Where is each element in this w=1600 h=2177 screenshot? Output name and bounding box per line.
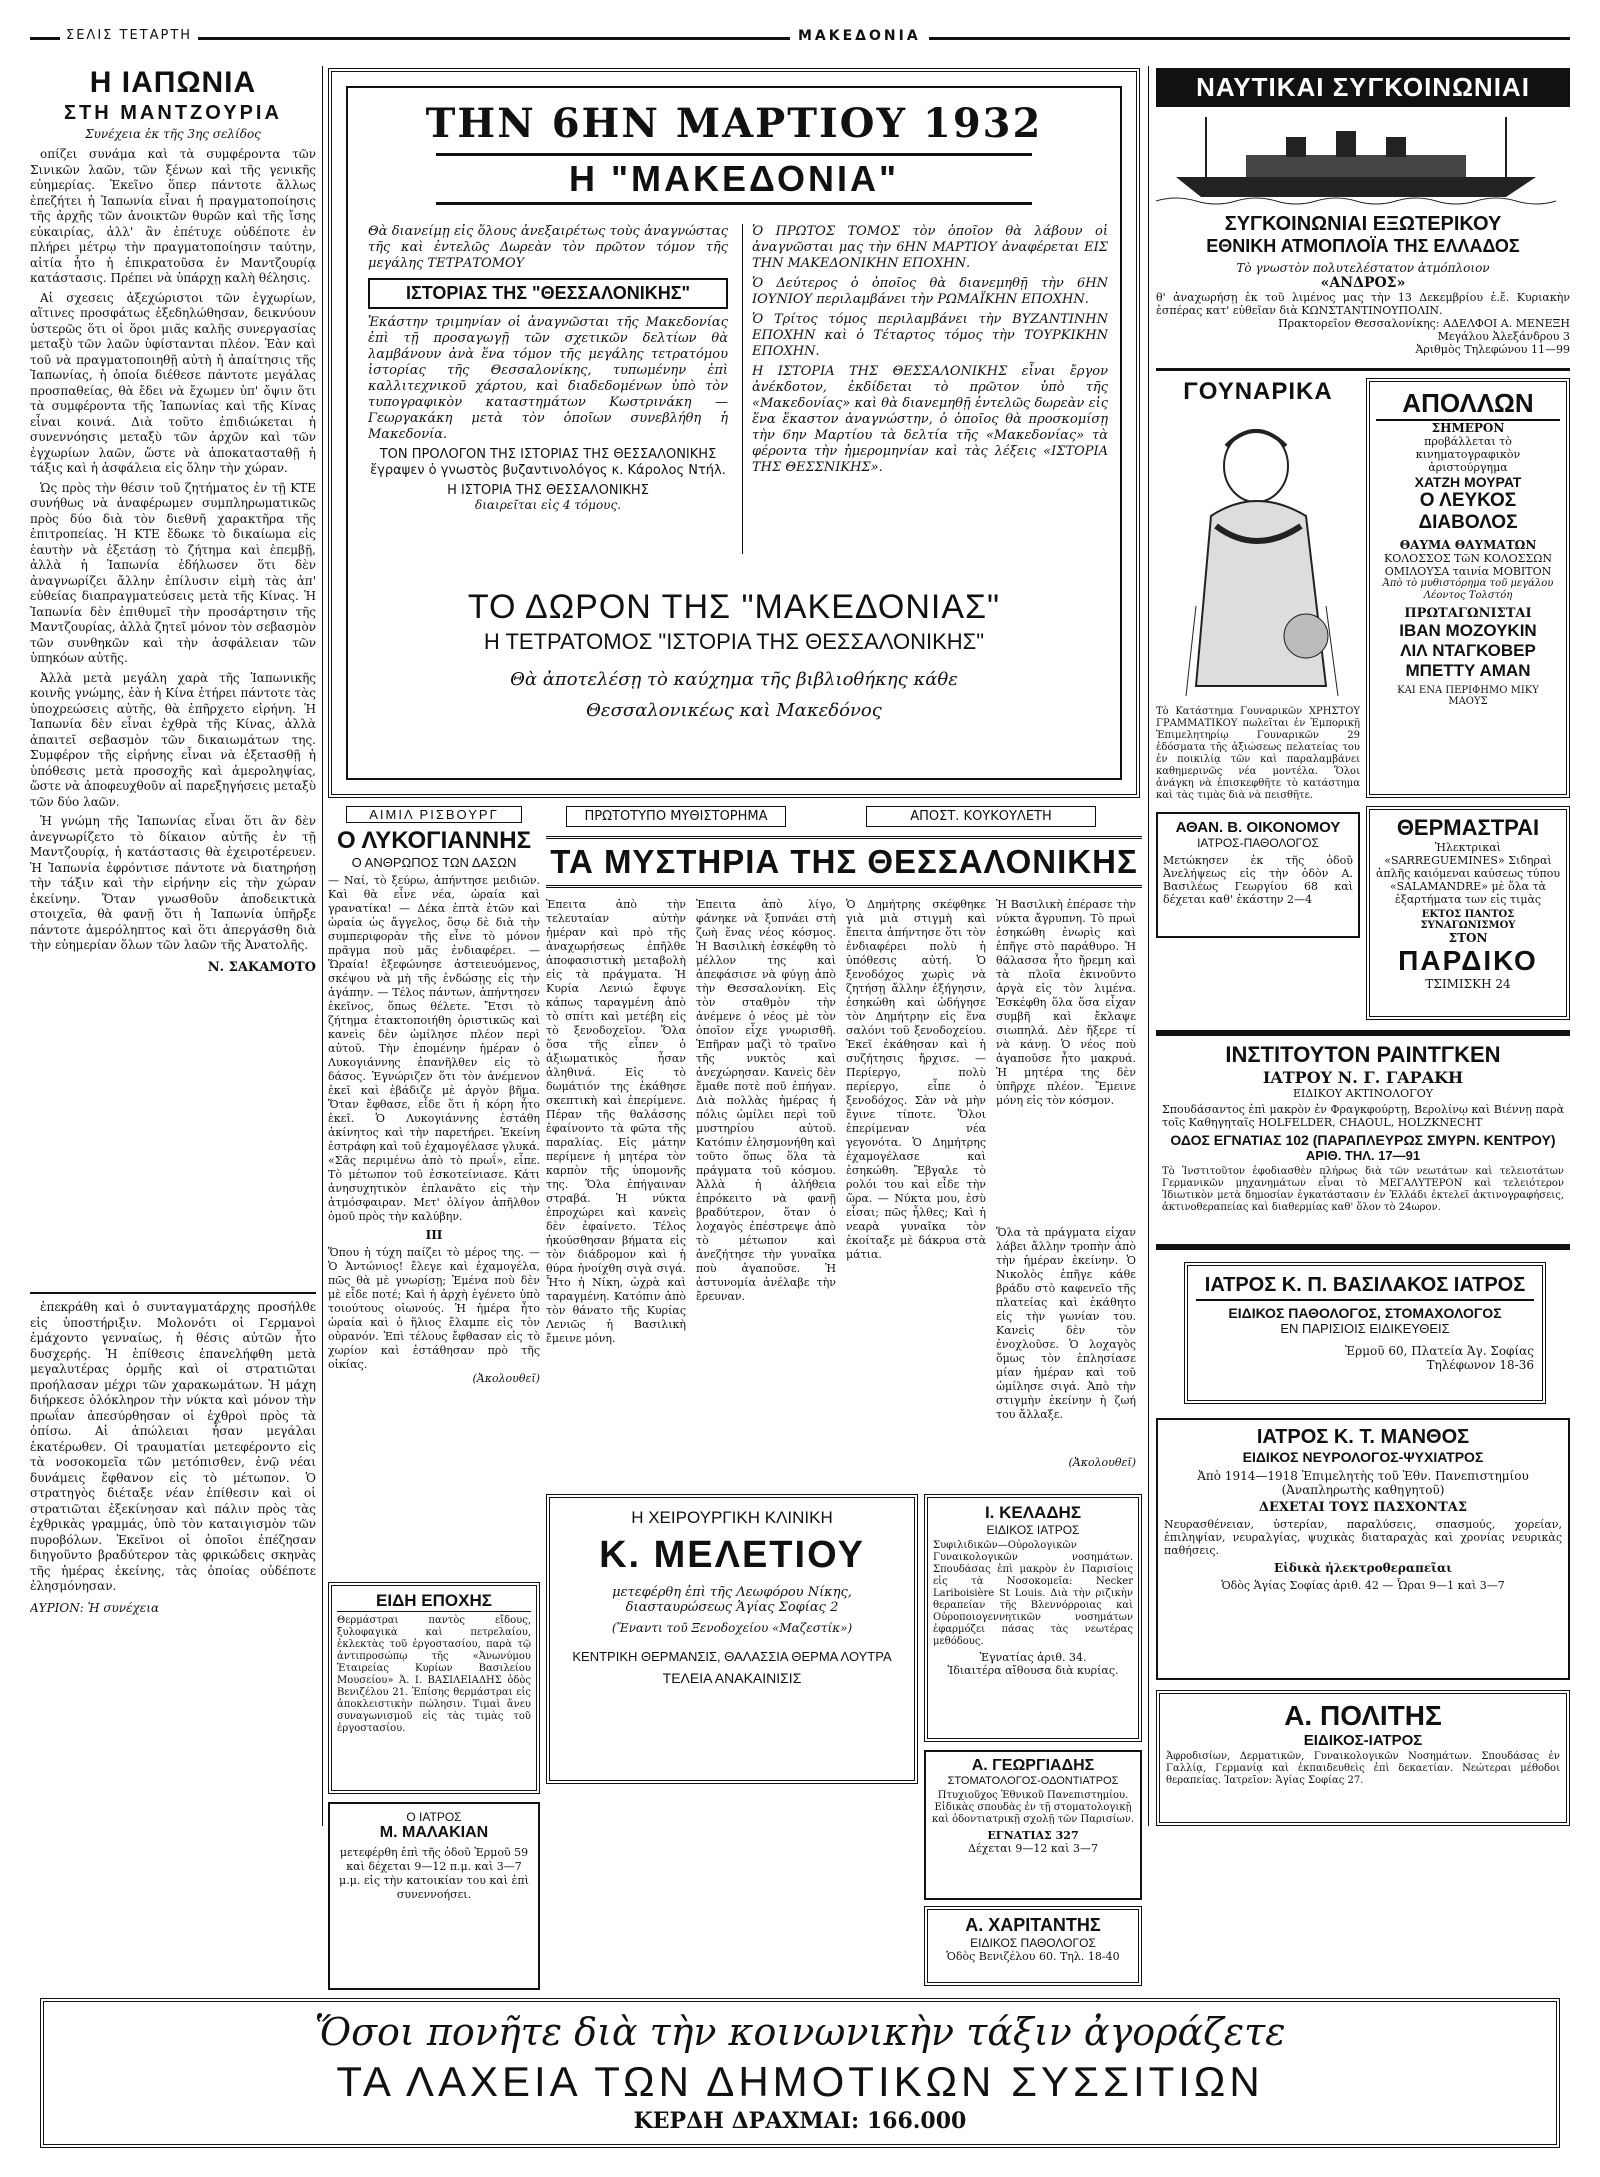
- masthead-left: ΣΕΛΙΣ ΤΕΤΑΡΤΗ: [60, 28, 198, 43]
- ad-malakian-text: μετεφέρθη ἐπὶ τῆς ὁδοῦ Ἐρμοῦ 59 καὶ δέχεται 9—12 π.μ. καὶ 3—7 μ.μ. εἰς τὴν κατοικίαν του καὶ ἐπὶ συνεννοήσει.: [339, 1846, 529, 1901]
- serial-body: ἐπεκράθη καὶ ὁ συνταγματάρχης προσήλθε εἰς ὑποστήριξιν. Μολονότι οἱ Γερμανοὶ ἐμάχοντο γενναίως, ἡ θέσις αὐτῶν ἦτο δυσχερής. Ἡ ἐπίθεσις ἐπανελήφθη μετὰ μεγαλυτέρας ὁρμῆς καὶ οἱ στρατιῶται προήλασαν μέχρι τῶν χαρακωμάτων. Ἡ μάχη διήρκεσε ὁλόκληρον τὴν νύκτα καὶ μόνον τὴν πρωΐαν ἀπεσύρθησαν οἱ ἐχθροὶ πρὸς τὰ ὀπίσω. Αἱ ἀπώλειαι ἦσαν μεγάλαι ἑκατέρωθεν. Οἱ τραυματίαι μετεφέροντο εἰς τὰ νοσοκομεῖα τῶν μετόπισθεν, ἐνῷ νέαι δυνάμεις ἔφθανον εἰς τὸ μέτωπον. Ὁ στρατηγὸς διέταξε νέαν ἐπίθεσιν καὶ οἱ στρατιῶται ἐξεκίνησαν καὶ πάλιν πρὸς τὰς ἐχθρικὰς γραμμάς, ὑπὸ τὸν καταιγισμὸν τῶν πυροβόλων. Ἐκεῖνοι οἱ ὁποῖοι ἐπέζησαν διηγοῦντο βραδύτερον τὰς φρικώδεις σκηνὰς τῆς ἡμέρας ἐκείνης, τὰς ὁποίας οὐδέποτε ἐλησμόνησαν.: [30, 1300, 316, 1593]
- ad-manthos: [1156, 1418, 1570, 1680]
- novel-section: ΙΙΙ: [425, 1228, 443, 1242]
- cinema-ad: [1366, 378, 1570, 798]
- ad-stoves-text: Ἡλεκτρικαὶ «SARREGUEMINES» Σιδηραὶ ἁπλῆς καιόμεναι καύσεως τύπου «SALAMANDRE» μὲ ὅλα τὰ ἐξαρτήματα των εἰς τιμὰς: [1375, 841, 1561, 906]
- ad-manthos-address: Ὁδὸς Ἁγίας Σοφίας ἀριθ. 42 — Ὧραι 9—1 καὶ 3—7: [1221, 1579, 1505, 1592]
- novel-main-title: ΤΑ ΜΥΣΤΗΡΙΑ ΤΗΣ ΘΕΣΣΑΛΟΝΙΚΗΣ: [546, 836, 1142, 888]
- ad-manthos-career: Ἀπὸ 1914—1918 Ἐπιμελητὴς τοῦ Ἐθν. Πανεπιστημίου (Ἀναπληρωτὴς καθηγητοῦ): [1197, 1469, 1529, 1497]
- novel-follow: (Ἀκολουθεῖ): [1068, 1456, 1136, 1469]
- ad-clinic-renovation: ΤΕΛΕΙΑ ΑΝΑΚΑΙΝΙΣΙΣ: [662, 1670, 802, 1686]
- ad-politis-name: Α. ΠΟΛΙΤΗΣ: [1284, 1700, 1442, 1731]
- masthead-center: ΜΑΚΕΔΟΝΙΑ: [790, 28, 929, 44]
- ad-georgiadis-title: ΣΤΟΜΑΤΟΛΟΓΟΣ-ΟΔΟΝΤΙΑΤΡΟΣ: [947, 1775, 1119, 1787]
- ad-vasilakos-phone: Τηλέφωνον 18-36: [1426, 1358, 1534, 1372]
- ad-stoves-line: ΣΤΟΝ: [1448, 931, 1488, 945]
- ad-charitantis-title: ΕΙΔΙΚΟΣ ΠΑΘΟΛΟΓΟΣ: [970, 1936, 1096, 1950]
- shipping-address: Μεγάλου Ἀλεξάνδρου 3: [1437, 330, 1570, 343]
- ad-clinic-title: Η ΧΕΙΡΟΥΡΓΙΚΗ ΚΛΙΝΙΚΗ: [631, 1508, 833, 1527]
- ad-vasilakos: [1184, 1262, 1546, 1404]
- promo-gift-line: Θὰ ἀποτελέσῃ τὸ καύχημα τῆς βιβλιοθήκης κάθε: [510, 669, 958, 690]
- shipping-phone: Ἀριθμὸς Τηλεφώνου 11—99: [1415, 343, 1570, 356]
- ad-oikonomou-name: ΑΘΑΝ. Β. ΟΙΚΟΝΟΜΟΥ: [1175, 819, 1341, 836]
- ad-xray-text2: Τὸ Ἰνστιτοῦτον ἐφοδιασθὲν πλήρως διὰ τῶν νεωτάτων καὶ τελειοτάτων Γερμανικῶν μηχανημάτων εἶναι τὸ ΜΕΓΑΛΥΤΕΡΟΝ καὶ τελειότερον Ἰδιωτικὸν μετὰ δημοσίαν ἐγκατάστασιν ἐν Ἑλλάδι ἐκτελεῖ ἀκτινογραφήσεις, ἀκτινοθεραπείας καὶ διαθερμίας καθ' ὅλον τὸ 24ωρον.: [1162, 1166, 1564, 1213]
- cinema-line: Ἀπὸ τὸ μυθιστόρημα τοῦ μεγάλου Λέοντος Τολστόη: [1382, 578, 1554, 601]
- japan-continuation: Συνέχεια ἐκ τῆς 3ης σελίδος: [85, 127, 261, 141]
- shipping-company: ΕΘΝΙΚΗ ΑΤΜΟΠΛΟΪΑ ΤΗΣ ΕΛΛΑΔΟΣ: [1206, 236, 1520, 256]
- cinema-actor: ΛΙΛ ΝΤΑΓΚΟΒΕΡ: [1400, 641, 1536, 660]
- ad-seasonal-title: ΕΙΔΗ ΕΠΟΧΗΣ: [337, 1591, 531, 1612]
- novel-col-5: Ὅλα τὰ πράγματα εἶχαν λάβει ἄλλην τροπὴν ἀπὸ τὴν ἡμέραν ἐκείνην. Ὁ Νικολὸς ἐπῆγε κάθε βράδυ στὸ καφενεῖο τῆς πλατείας καὶ ἐκάθητο εἰς τὴν γωνίαν του. Κανεὶς δὲν τὸν ἐνοχλοῦσε. Ὁ λοχαγὸς ὅμως τὸν ἐπλησίασε μίαν ἡμέραν καὶ τοῦ ὡμίλησε σιγά. Ἀπὸ τὴν στιγμὴν ἐκείνην ἡ ζωή του ἄλλαξε.: [996, 1226, 1136, 1421]
- ad-stoves-title: ΘΕΡΜΑΣΤΡΑΙ: [1396, 815, 1540, 840]
- japan-paragraph: Ὡς πρὸς τὴν θέσιν τοῦ ζητήματος ἐν τῇ ΚΤΕ συνήθως νὰ ἀναφέρωμεν συμπληρωματικῶς πρὸς δύο διὰ τὸν διεθνῆ χαρακτῆρα τῆς ἐπιτροπείας. Ἡ ΚΤΕ ἔδωκε τὸ δικαίωμα εἰς ἑαυτὴν νὰ ἐξετάσῃ τὸ ζήτημα καὶ ἐπεμβῇ, ἀλλὰ ἡ Ἰαπωνία ἐδήλωσεν ὅτι δὲν ἀναγνωρίζει ἄλλην ἐπίλυσιν εἰμὴ τὰς ἀπ' εὐθείας διαπραγματεύσεις μετὰ τῆς Κίνας. Ἡ Ἰαπωνία δὲν ἐπιθυμεῖ τὴν προσάρτησιν τῆς Μαντζουρίας, ἀλλὰ ζητεῖ μόνον τὸν σεβασμὸν τῶν συνθηκῶν καὶ τὴν ἀσφάλειαν τῶν ὑπηκόων αὐτῆς.: [30, 480, 316, 665]
- lottery-line3: ΚΕΡΔΗ ΔΡΑΧΜΑΙ: 166.000: [633, 2108, 967, 2134]
- lottery-line2: ΤΑ ΛΑΧΕΙΑ ΤΩΝ ΔΗΜΟΤΙΚΩΝ ΣΥΣΣΙΤΙΩΝ: [336, 2058, 1264, 2105]
- ad-manthos-text: Νευρασθένειαν, ὑστερίαν, παραλύσεις, σπασμούς, χορείαν, ἐπιληψίαν, νευραλγίας, ψυχικὰς διαταραχὰς καὶ χρονίας νευρικὰς παθήσεις.: [1164, 1518, 1562, 1557]
- furs-text: Τὸ Κατάστημα Γουναρικῶν ΧΡΗΣΤΟΥ ΓΡΑΜΜΑΤΙΚΟΥ πωλεῖται ἐν Ἐμπορικῇ Ἐπιμελητηρίῳ Γουναρικῶν 29 ἐδόσματα τῆς ἀξιώσεως πελατείας του ἐν ποικιλίᾳ τῶν καὶ παραλαμβάνει καθημερινῶς νέα μοντέλα. Ὅλοι ἀνάγκη νὰ ἐπισκεφθῆτε τὸ κατάστημα καὶ τὰς τιμὰς διὰ νὰ πεισθῆτε.: [1156, 706, 1360, 801]
- ad-charitantis: [924, 1906, 1142, 1986]
- ad-manthos-therapy: Εἰδικὰ ἠλεκτροθεραπεῖαι: [1273, 1561, 1453, 1575]
- cinema-line: προβάλλεται τὸ κινηματογραφικὸν ἀριστούργημα: [1415, 435, 1521, 474]
- novel-col-4: Ἡ Βασιλικὴ ἐπέρασε τὴν νύκτα ἄγρυπνη. Τὸ πρωὶ ἐσηκώθη ἐνωρὶς καὶ ἐπῆγε στὸ παράθυρο. Ἡ θάλασσα ἦτο ἤρεμη καὶ τὰ πλοῖα ἐκινοῦντο ἀργὰ εἰς τὸν λιμένα. Ἐσκέφθη ὅλα ὅσα εἶχαν συμβῆ καὶ ἔκλαψε σιωπηλά. Δὲν ἤξερε τί νὰ κάνῃ. Ὁ νέος ποὺ ἀγαποῦσε ἦτο μακρυά. Ἡ μητέρα της δὲν ὑπῆρχε πλέον. Ἔμεινε μόνη εἰς τὸν κόσμον.: [996, 898, 1136, 1107]
- promo-gift: ΤΟ ΔΩΡΟΝ ΤΗΣ "ΜΑΚΕΔΟΝΙΑΣ": [467, 588, 1001, 626]
- ad-oikonomou-text: Μετώκησεν ἐκ τῆς ὁδοῦ Ἀνελήψεως εἰς τὴν ὁδὸν Α. Βασιλέως Γεωργίου 68 καὶ δέχεται καθ' ἑκάστην 2—4: [1163, 854, 1353, 906]
- ad-georgiadis: [924, 1750, 1142, 1900]
- japan-subtitle: ΣΤΗ ΜΑΝΤΖΟΥΡΙΑ: [64, 102, 282, 124]
- ad-manthos-name: ΙΑΤΡΟΣ Κ. Τ. ΜΑΝΘΟΣ: [1256, 1426, 1470, 1448]
- ad-xray-text: Σπουδάσαντος ἐπὶ μακρὸν ἐν Φραγκφούρτῃ, Βερολίνῳ καὶ Βιέννῃ παρὰ τοῖς Καθηγηταῖς HOLFELDER, CHAOUL, HOLZKNECHT: [1162, 1103, 1564, 1129]
- promo-body: Ἑκάστην τριμηνίαν οἱ ἀναγνῶσται τῆς Μακεδονίας ἐπὶ τῇ προσαγωγῇ τῶν σχετικῶν δελτίων θὰ λαμβάνουν ἀνὰ ἕνα τόμον τῆς μεγάλης τετρατόμου ἱστορίας τῆς Θεσσαλονίκης, τυπωμένην ἐπὶ καλλιτεχνικοῦ χάρτου, καὶ διαδεδομένων ὑπὸ τὸν τυπογραφικὸν καταστημάτων Κωστρινάκη — Γεωργακάκη μετὰ τὸν ὁποῖων συνεβλήθη ἡ Μακεδονία.: [368, 315, 728, 442]
- ad-georgiadis-name: Α. ΓΕΩΡΓΙΑΔΗΣ: [971, 1757, 1095, 1774]
- ad-georgiadis-address: ΕΓΝΑΤΙΑΣ 327: [987, 1829, 1079, 1842]
- ad-keladis-text: Συφιλιδικῶν—Οὐρολογικῶν Γυναικολογικῶν νοσημάτων. Σπουδάσας ἐπὶ μακρὸν ἐν Παρισίοις εἰς τὰ Νοσοκομεῖα: Necker Lariboisière St Louis. Διὰ τὴν ριζικὴν θεραπείαν τῆς Βλεννόρροιας καὶ Οὐροποιογεννητικῶν νοσημάτων ἐφαρμόζει πάσας τὰς νεωτέρας μεθόδους.: [933, 1540, 1133, 1647]
- promo-history-title: ΙΣΤΟΡΙΑΣ ΤΗΣ "ΘΕΣΣΑΛΟΝΙΚΗΣ": [368, 278, 728, 309]
- novel-col-3: Ὁ Δημήτρης σκέφθηκε γιὰ μιὰ στιγμὴ καὶ ἔπειτα ἀπήντησε ὅτι τὸν ἐνδιαφέρει πολὺ ἡ ὑπόθεσις αὐτή. Ὁ ξενοδόχος χωρὶς νὰ ζητήσῃ ἄλλην ἐξήγησιν, ἐσηκώθη καὶ ὡδήγησε τὸν Δημήτρην εἰς ἕνα σαλόνι τοῦ ξενοδοχείου. Ἐκεῖ ἐκάθησαν καὶ ἡ συζήτησις ἤρχισε. — Περίεργο, πολὺ περίεργο, εἶπε ὁ ξενοδόχος. Σὰν νὰ μὴν ἔγινε τίποτε. Ὅλοι ἐπερίμεναν νέα γεγονότα. Ὁ Δημήτρης ἐχαμογέλασε καὶ ἐσηκώθη. Ἔβγαλε τὸ ρολόι του καὶ εἶδε τὴν ὥρα. — Νύκτα μου, ἐσὺ εἶσαι; πῶς ἦλθες; Καὶ ἡ νεαρὰ γυναῖκα τὸν ἐκοίταξε μὲ δάκρυα στὰ μάτια.: [846, 898, 986, 1261]
- novel-body: — Ναί, τὸ ξεύρω, ἀπήντησε μειδιῶν. Καὶ θὰ εἶνε νέα, ὡραία καὶ γρανατίκα! — Δέκα ἑπτὰ ἐτῶν καὶ ὡραία ὡς ἄγγελος, ὅσῳ δὲ διὰ τὴν συμπεριφορὰν τῆς εἶνε τὸ μόνον πρᾶγμα ποὺ μᾶς ἐνδιαφέρει. — Ὥραία! ἐξεφώνησε ἀστειευόμενος, σκέψου νὰ μὴ τῆς ἐνδώσῃς εἰς τὴν ἀγάπην. — Τέλος πάντων, ἀπήντησεν ἐκεῖνος, ὅπως θέλετε. Ἔτσι τὸ ζήτημα ἐτακτοποιήθη ὁριστικῶς καὶ κανεὶς δὲν ὡμίλησε πλέον περὶ αὐτοῦ. Τὴν ἐπομένην ἡμέραν ὁ Λυκογιάννης ἐπανῆλθεν εἰς τὸ δάσος. Ἐγνώριζεν ὅτι τὸν ἀνέμενον ἐκεῖ καὶ ἐβάδιζε μὲ ἀργὸν βῆμα. Ὅταν ἔφθασε, εἶδε ὅτι ἡ κόρη ἦτο ἐκεῖ. Ὁ Λυκογιάννης ἐστάθη ἀκίνητος καὶ τὴν παρετήρει. Ἐκείνη ἐστράφη καὶ τοῦ ἐχαμογέλασε γλυκά. «Σᾶς περιμένω ἀπὸ τὸ πρωΐ», εἶπε. Τὸ μέτωπον τοῦ ἐσκοτείνιασε. Κάτι ἀνησυχητικὸν ἐπλανᾶτο εἰς τὴν ἀτμόσφαιραν. Μετ' ὀλίγον ἀπῆλθον ὁμοῦ πρὸς τὴν καλύβην.: [328, 874, 540, 1223]
- novel-title: Ο ΛΥΚΟΓΙΑΝΝΗΣ: [336, 827, 531, 854]
- ad-xray-phone: ΑΡΙΘ. ΤΗΛ. 17—91: [1305, 1148, 1421, 1163]
- japan-title: Η ΙΑΠΩΝΙΑ: [89, 66, 257, 99]
- ship-icon: [1156, 107, 1570, 207]
- ad-keladis-tail: Ἰδιαιτέρα αἴθουσα διὰ κυρίας.: [947, 1664, 1119, 1677]
- promo-signature-note: διαιρεῖται εἰς 4 τόμους.: [474, 498, 622, 512]
- ad-xray: [1156, 1030, 1570, 1250]
- promo-date: ΤΗΝ 6ΗΝ ΜΑΡΤΙΟΥ 1932: [425, 100, 1043, 147]
- novel-col-2: Ἐπειτα ἀπὸ λίγο, φάνηκε νὰ ξυπνάει στὴ ζωὴ ἕνας νέος κόσμος. Ἡ Βασιλικὴ ἐσκέφθη τὸ μέλλον της καὶ ἀπεφάσισε νὰ φύγῃ ἀπὸ τὴν Θεσσαλονίκη. Εἰς τὸν σταθμὸν τὴν ἀνέμενε ὁ νέος μὲ τὸν ὁποῖον εἶχε γνωρισθῆ. Ἐπῆραν μαζὶ τὸ τραῖνο τῆς νυκτὸς καὶ ἀνεχώρησαν. Κανεὶς δὲν ἔμαθε ποτὲ ποῦ ἐπήγαν. Διὰ πολλὰς ἡμέρας ἡ πόλις ὡμίλει περὶ τοῦ μυστηρίου αὐτοῦ. Κατόπιν ἐλησμονήθη καὶ τοῦτο ὅπως ὅλα τὰ πράγματα τοῦ κόσμου. Ἀλλὰ ἡ ἀλήθεια ἐπρόκειτο νὰ φανῇ βραδύτερον, ὅταν ὁ λοχαγὸς ἐπέστρεψε ἀπὸ τὸ μέτωπον καὶ ἀνεζήτησε τὴν γυναῖκα ποὺ ἀγαποῦσε. Ἡ ἀστυνομία ἀνέλαβε τὴν ἔρευναν.: [696, 898, 836, 1303]
- ad-georgiadis-hours: Δέχεται 9—12 καὶ 3—7: [968, 1842, 1098, 1855]
- cinema-line: ΘΑΥΜΑ ΘΑΥΜΑΤΩΝ: [1399, 538, 1537, 552]
- woman-fur-illustration-icon: [1156, 406, 1360, 706]
- japan-signature: Ν. ΣΑΚΑΜΟΤΟ: [207, 959, 316, 975]
- japan-paragraph: οπίζει συνάμα καὶ τὰ συμφέροντα τῶν Σινικῶν λαῶν, τῶν ξένων καὶ τῆς γενικῆς εὐημερίας. Ἐκεῖνο ὅπερ πάντοτε ἄλλως ἐπεζήτει ἡ Ἰαπωνία εἶναι ἡ πραγματοποίησις τῆς ἀρχῆς τῶν ἀνοικτῶν θυρῶν καὶ τῆς ἴσης εὐκαιρίας, ἀλλ' ἂν ἐπέτυχε οὐδέποτε ἐν πλήρει μέτρῳ τὴν πραγματοποίησιν ταύτην, αἰτία ἦτο ἡ ἐπικρατοῦσα ἐν Μαντζουρίᾳ κατάστασις. Πρέπει νὰ ὑπάρχῃ καλὴ θέλησις.: [30, 147, 316, 285]
- promo-intro: Θὰ διανείμῃ εἰς ὅλους ἀνεξαιρέτως τοὺς ἀναγνώστας τῆς καὶ ἐντελῶς Δωρεὰν τὸν πρῶτον τόμον τῆς μεγάλης ΤΕΤΡΑΤΟΜΟΥ: [368, 224, 728, 271]
- cinema-title: ΑΠΟΛΛΩΝ: [1376, 388, 1560, 421]
- cinema-line: ΟΜΙΛΟΥΣΑ ταινία ΜΟΒΙΤΟΝ: [1384, 565, 1552, 578]
- ad-seasonal-goods: [328, 1582, 540, 1794]
- shipping-ad: [1156, 68, 1570, 364]
- cinema-line: ΚΑΙ ΕΝΑ ΠΕΡΙΦΗΜΟ ΜΙΚΥ ΜΑΟΥΣ: [1397, 685, 1539, 707]
- ad-stoves-address: ΤΣΙΜΙΣΚΗ 24: [1425, 977, 1511, 991]
- promo-volume-3: Ὁ Τρίτος τόμος περιλαμβάνει τὴν ΒΥΖΑΝΤΙΝΗΝ ΕΠΟΧΗΝ καὶ ὁ Τέταρτος τόμος τὴν ΤΟΥΡΚΙΚΗΝ ΕΠΟΧΗΝ.: [752, 312, 1108, 359]
- ad-politis-title: ΕΙΔΙΚΟΣ-ΙΑΤΡΟΣ: [1303, 1732, 1423, 1749]
- ad-malakian-name: Μ. ΜΑΛΑΚΙΑΝ: [379, 1824, 489, 1841]
- promo-volume-2: Ὁ Δεύτερος ὁ ὁποῖος θὰ διανεμηθῇ τὴν 6ΗΝ ΙΟΥΝΙΟΥ περιλαμβάνει τὴν ΡΩΜΑΪΚΗΝ ΕΠΟΧΗΝ.: [752, 276, 1108, 307]
- promo-gift-line2: Θεσσαλονικέως καὶ Μακεδόνος: [586, 700, 882, 721]
- ad-politis: [1156, 1690, 1570, 1826]
- cinema-line: ΧΑΤΖΗ ΜΟΥΡΑΤ: [1414, 474, 1522, 490]
- ad-clinic-name: Κ. ΜΕΛΕΤΙΟΥ: [599, 1534, 865, 1576]
- novel-lykogiannis: [328, 806, 540, 1576]
- furs-ad: [1156, 378, 1360, 806]
- ad-keladis: [924, 1494, 1142, 1742]
- ad-vasilakos-name: ΙΑΤΡΟΣ Κ. Π. ΒΑΣΙΛΑΚΟΣ ΙΑΤΡΟΣ: [1196, 1274, 1534, 1301]
- ad-keladis-name: Ι. ΚΕΛΑΔΗΣ: [984, 1503, 1082, 1522]
- novel-author: ΑΙΜΙΛ ΡΙΣΒΟΥΡΓ: [346, 806, 522, 823]
- promo-volume-1: Ὁ ΠΡΩΤΟΣ ΤΟΜΟΣ τὸν ὁποῖον θὰ λάβουν οἱ ἀναγνῶσται μας τὴν 6ΗΝ ΜΑΡΤΙΟΥ ἀναφέρεται ΕΙΣ ΤΗΝ ΜΑΚΕΔΟΝΙΚΗΝ ΕΠΟΧΗΝ.: [752, 224, 1108, 271]
- shipping-banner: ΝΑΥΤΙΚΑΙ ΣΥΓΚΟΙΝΩΝΙΑΙ: [1156, 68, 1570, 107]
- serial-next: ΑΥΡΙΟΝ: Ἡ συνέχεια: [30, 1600, 160, 1615]
- shipping-desc: θ' ἀναχωρήσῃ ἐκ τοῦ λιμένος μας τὴν 13 Δεκεμβρίου ἐ.ἔ. Κυριακὴν ἑσπέρας κατ' εὐθεῖαν διὰ ΚΩΝΣΤΑΝΤΙΝΟΥΠΟΛΙΝ.: [1156, 291, 1570, 317]
- novel-label-left: ΠΡΩΤΟΤΥΠΟ ΜΥΘΙΣΤΟΡΗΜΑ: [566, 806, 786, 827]
- ad-clinic-meletiou: [546, 1494, 918, 1784]
- novel-col-1: Ἐπειτα ἀπὸ τὴν τελευταίαν αὐτὴν ἡμέραν καὶ πρὸ τῆς ἀναχωρήσεως ἐπῆλθε ἀποφασιστικὴ μεταβολὴ εἰς τὰ πράγματα. Ἡ Κυρία Λενιώ ἔφυγε κάπως ταραγμένη ἀπὸ τὸ σπίτι καὶ μετέβη εἰς τὸ ξενοδοχεῖον. Ὅλα ὅσα τῆς εἶπεν ὁ ἀξιωματικὸς ἦσαν ἀληθινά. Εἰς τὸ δωμάτιόν της ἐκάθησε σκεπτικὴ καὶ ἐπερίμενε. Πέραν τῆς θαλάσσης ἐφαίνοντο τὰ φῶτα τῆς παραλίας. Εἰς μάτην περίμενε ἡ μητέρα τὸν καρπὸν τῆς ὑπομονῆς της. Ὅλα ἐπήγαιναν στραβά. Ἡ νύκτα ἐπροχώρει καὶ κανεὶς δὲν ἐφαίνετο. Τέλος ἠκούσθησαν βήματα εἰς τὸν διάδρομον καὶ ἡ θύρα ἠνοίχθη σιγὰ σιγά. Ἦτο ἡ Νίκη, ὠχρὰ καὶ ταραγμένη. Κατόπιν ἀπὸ τὸν θάνατο τῆς Κυρίας Λενιῶς ἡ Βασιλικὴ ἔμεινε μόνη.: [546, 898, 686, 1345]
- ad-charitantis-name: Α. ΧΑΡΙΤΑΝΤΗΣ: [965, 1915, 1101, 1935]
- ad-vasilakos-note: ΕΝ ΠΑΡΙΣΙΟΙΣ ΕΙΔΙΚΕΥΘΕΙΣ: [1280, 1321, 1450, 1336]
- ad-clinic-address: μετεφέρθη ἐπὶ τῆς Λεωφόρου Νίκης, διασταυρώσεως Ἁγίας Σοφίας 2: [612, 1585, 852, 1615]
- ad-xray-title: ΙΝΣΤΙΤΟΥΤΟΝ ΡΑΙΝΤΓΚΕΝ: [1225, 1042, 1501, 1067]
- ad-oikonomou: [1156, 812, 1360, 938]
- history-promo: [328, 68, 1140, 798]
- shipping-ship: «ΑΝΔΡΟΣ»: [1320, 275, 1406, 291]
- ad-xray-specialty: ΕΙΔΙΚΟΥ ΑΚΤΙΝΟΛΟΓΟΥ: [1292, 1087, 1434, 1100]
- novel-body: Ὅπου ἡ τύχη παίζει τὸ μέρος της. — Ὁ Ἀντώνιος! ἔλεγε καὶ ἐχαμογέλα, πῶς θὰ μὲ γνωρίσῃ; Ἐμένα ποὺ δὲν μὲ εἶδε ποτέ; Καὶ ἡ ἀρχὴ ἐγένετο ὑπὸ τοιούτους οἰωνούς. Ἡ ἡμέρα ἦτο ὡραία καὶ ὁ ἥλιος ἔλαμπε εἰς τὸν οὐρανόν. Ἐπὶ τέλους ἔφθασαν εἰς τὸ χωρίον καὶ ἐστάθησαν πρὸ τῆς οἰκίας.: [328, 1246, 540, 1371]
- serial-continuation: [30, 1300, 316, 1820]
- cinema-actor: ΙΒΑΝ ΜΟΖΟΥΚΙΝ: [1399, 621, 1537, 640]
- shipping-intro: Τὸ γνωστὸν πολυτελέστατον ἀτμόπλοιον: [1236, 261, 1490, 275]
- promo-prologue: ΤΟΝ ΠΡΟΛΟΓΟΝ ΤΗΣ ΙΣΤΟΡΙΑΣ ΤΗΣ ΘΕΣΣΑΛΟΝΙΚΗΣ ἔγραψεν ὁ γνωστὸς βυζαντινολόγος κ. Κάρολος Ντήλ.: [370, 447, 726, 478]
- shipping-title: ΣΥΓΚΟΙΝΩΝΙΑΙ ΕΞΩΤΕΡΙΚΟΥ: [1224, 213, 1502, 235]
- furs-title: ΓΟΥΝΑΡΙΚΑ: [1183, 378, 1333, 405]
- ad-keladis-address: Ἐγνατίας ἀριθ. 34.: [979, 1651, 1087, 1664]
- novel-subtitle: Ο ΑΝΘΡΩΠΟΣ ΤΩΝ ΔΑΣΩΝ: [351, 855, 517, 870]
- ad-georgiadis-text: Πτυχιοῦχος Ἐθνικοῦ Πανεπιστημίου. Εἰδικὰς σπουδὰς ἐν τῇ στοματολογικῇ καὶ ὀδοντιατρικῇ σχολῇ τῶν Παρισίων.: [932, 1790, 1134, 1825]
- lottery-line1: Ὅσοι πονῆτε διὰ τὴν κοινωνικὴν τάξιν ἀγοράζετε: [314, 2010, 1286, 2054]
- promo-volume-4: Η ΙΣΤΟΡΙΑ ΤΗΣ ΘΕΣΣΑΛΟΝΙΚΗΣ εἶναι ἔργον ἀνέκδοτον, ἐκδίδεται τὸ πρῶτον ὑπὸ τῆς «Μακεδονίας» καὶ θὰ διανεμηθῇ ἐντελῶς δωρεὰν εἰς ἕνα ἕκαστον ἀναγνώστην, ὁ ὁποῖος θὰ προσκομίσῃ τὴν 6ην Μαρτίου τὰ δελτία τῆς «Μακεδονίας» τὰ φέροντα τὴν ἡμερομηνίαν καὶ τὰς λέξεις «ΙΣΤΟΡΙΑ ΤΗΣ ΘΕΣΣΝΙΚΗΣ».: [752, 364, 1108, 475]
- ad-politis-text: Ἀφροδισίων, Δερματικῶν, Γυναικολογικῶν Νοσημάτων. Σπουδάσας ἐν Γαλλίᾳ, Γερμανίᾳ καὶ ἐκπαιδευθεὶς ἐπὶ δεκαετίαν. Νεώτεραι μέθοδοι θεραπείας. Ἰατρεῖον: Ἁγίας Σοφίας 27.: [1166, 1751, 1560, 1786]
- ad-vasilakos-specialty: ΕΙΔΙΚΟΣ ΠΑΘΟΛΟΓΟΣ, ΣΤΟΜΑΧΟΛΟΓΟΣ: [1228, 1305, 1502, 1321]
- ad-manthos-specialty: ΕΙΔΙΚΟΣ ΝΕΥΡΟΛΟΓΟΣ-ΨΥΧΙΑΤΡΟΣ: [1242, 1449, 1484, 1465]
- ad-malakian-doctor: Ο ΙΑΤΡΟΣ: [406, 1810, 462, 1824]
- promo-signature: Η ΙΣΤΟΡΙΑ ΤΗΣ ΘΕΣΣΑΛΟΝΙΚΗΣ: [447, 483, 649, 498]
- japan-paragraph: Ἀλλὰ μετὰ μεγάλη χαρὰ τῆς Ἰαπωνικῆς κοινῆς γνώμης, ἐὰν ἡ Κίνα ἐτήρει πάντοτε τὰς ὑποχρεώσεις αὐτῆς, θὰ ἐπῆρχετο εἰρήνη. Ἡ Ἰαπωνία δὲν εἶναι ἐχθρὰ τῆς Κίνας, ἀλλὰ ἀπαιτεῖ σεβασμὸν τῶν δικαιωμάτων της. Συμφέρον τῆς εἰρήνης εἶναι νὰ ἐξετασθῇ ἡ ὑπόθεσις μετὰ προσοχῆς καὶ ἀμεροληψίας, ὥστε νὰ ἀποφευχθοῦν αἱ παρεξηγήσεις μεταξὺ τῶν δύο λαῶν.: [30, 670, 316, 809]
- masthead: [30, 28, 1570, 50]
- novel-follow: (Ἀκολουθεῖ): [472, 1372, 540, 1385]
- cinema-feature: Ο ΛΕΥΚΟΣ ΔΙΑΒΟΛΟΣ: [1418, 490, 1518, 533]
- ad-keladis-title: ΕΙΔΙΚΟΣ ΙΑΤΡΟΣ: [986, 1523, 1080, 1537]
- ad-oikonomou-title: ΙΑΤΡΟΣ-ΠΑΘΟΛΟΓΟΣ: [1197, 836, 1319, 850]
- ad-charitantis-address: Ὁδὸς Βενιζέλου 60. Τηλ. 18-40: [946, 1950, 1120, 1963]
- novel-label-right: ΑΠΟΣΤ. ΚΟΥΚΟΥΛΕΤΗ: [866, 806, 1096, 827]
- novel-mysteries: [546, 806, 1142, 1486]
- japan-article: [30, 66, 316, 1286]
- ad-vasilakos-address: Ἐρμοῦ 60, Πλατεία Ἁγ. Σοφίας: [1344, 1344, 1534, 1358]
- ad-stoves-line: ΕΚΤΟΣ ΠΑΝΤΟΣ ΣΥΝΑΓΩΝΙΣΜΟΥ: [1420, 909, 1516, 931]
- ad-xray-doctor: ΙΑΤΡΟΥ Ν. Γ. ΓΑΡΑΚΗ: [1262, 1068, 1464, 1087]
- ad-clinic-landmark: (Ἔναντι τοῦ Ξενοδοχείου «Μαζεστίκ»): [611, 1621, 853, 1635]
- japan-paragraph: Ἡ γνώμη τῆς Ἰαπωνίας εἶναι ὅτι ἂν δὲν ἀνεγνωρίζετο τὸ δίκαιον αὐτῆς ἐν τῇ Μαντζουρίᾳ, ἡ κατάστασις θὰ ἐχειροτέρευεν. Ἡ Ἰαπωνία ἐφρόντισε πάντοτε νὰ διατηρήσῃ τὴν τάξιν καὶ τὴν εἰρήνην εἰς τὴν χώραν ἐκείνην. Ὅταν γνωσθοῦν ἀποδεικτικὰ στοιχεῖα, θὰ φανῇ ὅτι ἡ Ἰαπωνία ὑπῆρξε πάντοτε ἀμερόληπτος καὶ ὅτι ἀπεργάσθη διὰ τὴν εὐημερίαν ὅλων τῶν λαῶν τῆς Ἀνατολῆς.: [30, 814, 316, 952]
- cinema-actor: ΜΠΕΤΤΥ ΑΜΑΝ: [1405, 661, 1531, 680]
- lottery-ad: [40, 1998, 1560, 2148]
- cinema-line: ΣΗΜΕΡΟΝ: [1431, 421, 1505, 435]
- cinema-line: ΚΟΛΟΣΣΟΣ ΤῶΝ ΚΟΛΟΣΣΩΝ: [1384, 552, 1552, 565]
- promo-paper: Η "ΜΑΚΕΔΟΝΙΑ": [436, 153, 1032, 205]
- promo-gift-sub: Η ΤΕΤΡΑΤΟΜΟΣ "ΙΣΤΟΡΙΑ ΤΗΣ ΘΕΣΣΑΛΟΝΙΚΗΣ": [483, 629, 985, 654]
- cinema-line: ΠΡΩΤΑΓΩΝΙΣΤΑΙ: [1404, 606, 1532, 621]
- ad-malakian: [328, 1802, 540, 1990]
- ad-stoves: [1366, 806, 1570, 1020]
- ad-clinic-features: ΚΕΝΤΡΙΚΗ ΘΕΡΜΑΝΣΙΣ, ΘΑΛΑΣΣΙΑ ΘΕΡΜΑ ΛΟΥΤΡΑ: [572, 1649, 892, 1664]
- ad-manthos-receives: ΔΕΧΕΤΑΙ ΤΟΥΣ ΠΑΣΧΟΝΤΑΣ: [1258, 1500, 1468, 1515]
- ad-stoves-store: ΠΑΡΔΙΚΟ: [1398, 945, 1538, 976]
- shipping-agent: Πρακτορεῖον Θεσσαλονίκης: ΑΔΕΛΦΟΙ Α. ΜΕΝΕΞΗ: [1278, 317, 1570, 330]
- ad-xray-address: ΟΔΟΣ ΕΓΝΑΤΙΑΣ 102 (ΠΑΡΑΠΛΕΥΡΩΣ ΣΜΥΡΝ. ΚΕΝΤΡΟΥ): [1170, 1132, 1556, 1148]
- japan-paragraph: Αἱ σχεσεις ἀξεχώριστοι τῶν ἐγχωρίων, αἵτινες προσφάτως ἐξεδηλώθησαν, δεικνύουν ὑστερῶς ὅτι οἱ ὅροι μιᾶς καλῆς συνεργασίας μεταξὺ τῶν λαῶν ὑφίστανται πλέον. Ἐὰν καὶ τοῦ νὰ πραγματοποιηθῇ αὐτὴ ἡ ἀπαίτησις τῆς Ἰαπωνίας, ἡ ὁποία διέθεσε πάντοτε μεγάλας προσπαθείας, θὰ ἔδει νὰ ἔχωμεν ὑπ' ὄψιν ὅτι τὰ συμφέροντα τῆς Ἰαπωνίας καὶ τῆς Κίνας εἶναι κοινά. Διὰ τοῦτο ἐπιδιώκεται ἡ συνεννόησις μεταξὺ τῶν ἀρχῶν καὶ τῶν ἐγχωρίων λαῶν, ὥστε νὰ ἀποκατασταθῇ ἡ τάξις καὶ ἡ ἀσφάλεια εἰς ὅλην τὴν χώραν.: [30, 290, 316, 475]
- ad-seasonal-text: Θερμάστραι παντὸς εἴδους, ξυλοφαγικὰ καὶ πετρελαίου, ἐκλεκτὰς τοῦ ἐργοστασίου, παρὰ τῷ ἀντιπροσώπῳ τῆς «Ἀνωνύμου Ἑταιρείας Κυρίων Βασιλείου Μουσείου» Ἀ. Ι. ΒΑΣΙΛΕΙΑΔΗΣ ὁδὸς Βενιζέλου 21. Ἐπίσης θερμάστραι εἰς ἀποκλειστικὴν πώλησιν. Τιμαὶ ἄνευ συναγωνισμοῦ εἰς τὰς τιμὰς τοῦ ἐργοστασίου.: [337, 1615, 531, 1734]
